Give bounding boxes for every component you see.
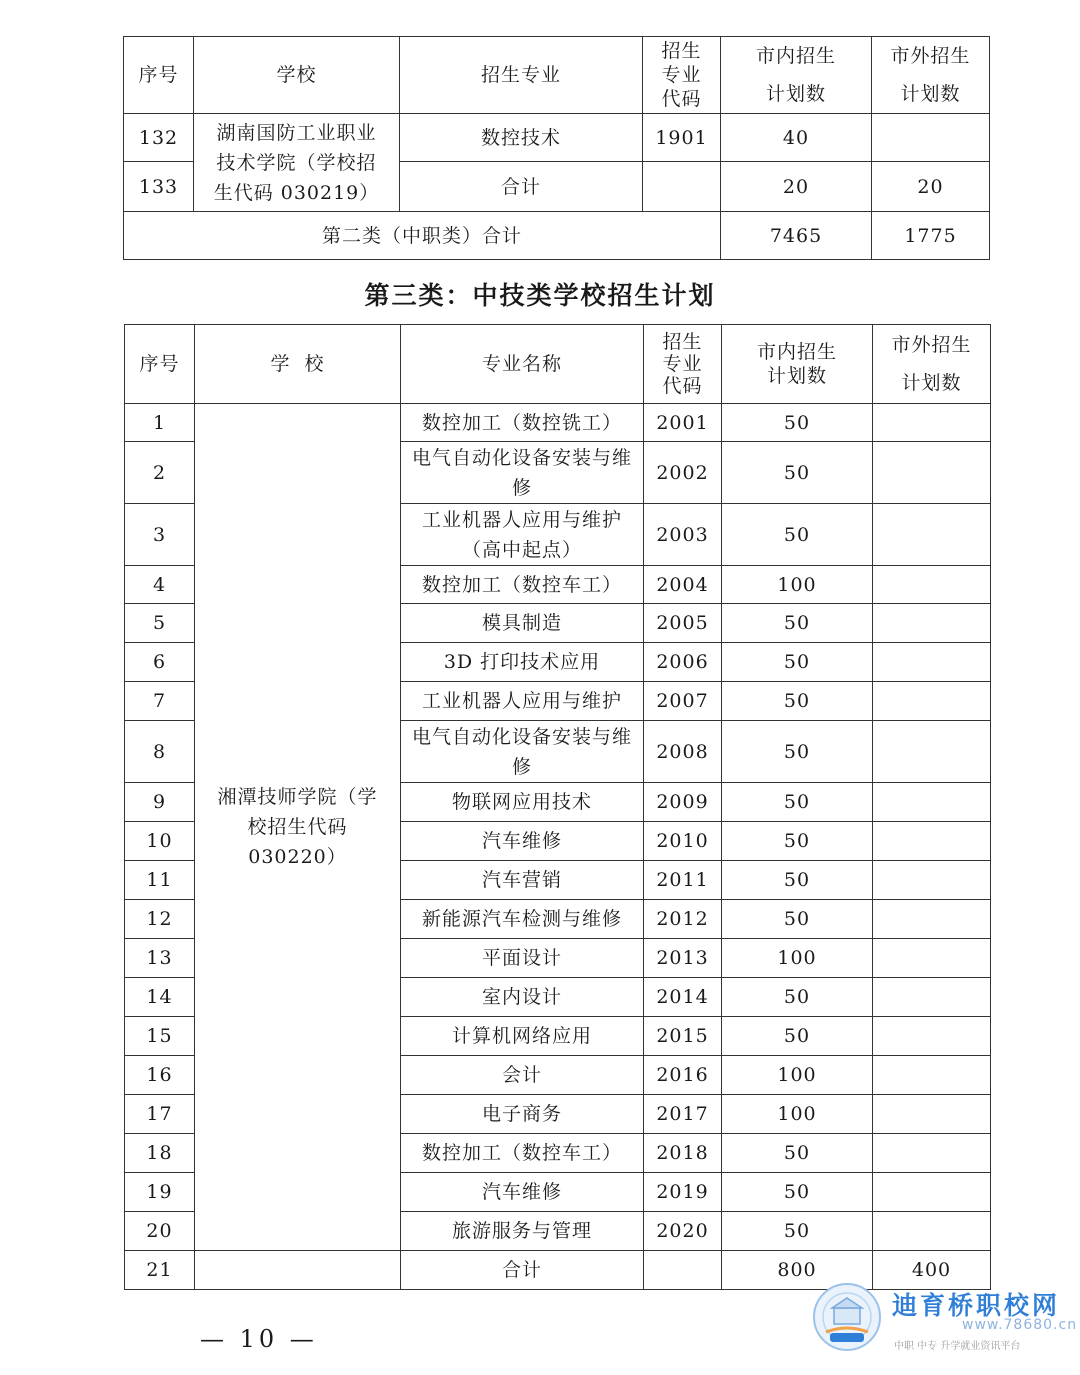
cell-no: 14 — [125, 978, 195, 1017]
header-in-city — [722, 325, 873, 404]
cell-no: 132 — [124, 114, 194, 162]
cell-in-city: 50 — [722, 682, 873, 721]
cell-in-city: 100 — [722, 1095, 873, 1134]
cell-in-city: 50 — [722, 1212, 873, 1251]
cell-out-city — [873, 1173, 991, 1212]
cell-major: 数控加工（数控铣工） — [401, 404, 644, 442]
header-in-line: 市内招生 — [756, 341, 837, 363]
cell-no: 1 — [125, 404, 195, 442]
cell-code — [643, 162, 721, 212]
watermark-logo-icon — [812, 1282, 882, 1352]
cell-no: 13 — [125, 939, 195, 978]
cell-in-city: 50 — [722, 442, 873, 504]
cell-code: 2013 — [644, 939, 722, 978]
cell-out-city — [873, 822, 991, 861]
cell-out-city — [873, 643, 991, 682]
watermark — [812, 1282, 1078, 1362]
cell-code: 2009 — [644, 783, 722, 822]
cell-major: 汽车维修 — [401, 822, 644, 861]
table-row — [124, 114, 990, 162]
header-major: 专业名称 — [401, 325, 644, 404]
cell-no: 11 — [125, 861, 195, 900]
cell-major: 合计 — [401, 1251, 644, 1290]
cell-out-city — [873, 978, 991, 1017]
cell-no: 6 — [125, 643, 195, 682]
cell-code: 2004 — [644, 566, 722, 604]
cell-major: 数控加工（数控车工） — [401, 1134, 644, 1173]
cell-no: 19 — [125, 1173, 195, 1212]
cell-major: 电气自动化设备安装与维修 — [401, 442, 644, 504]
section-title: 第三类：中技类学校招生计划 — [364, 281, 716, 310]
cell-code — [644, 1251, 722, 1290]
header-out-line: 市外招生 — [890, 45, 971, 67]
cell-major: 汽车营销 — [401, 861, 644, 900]
cell-in-city: 100 — [722, 1056, 873, 1095]
cell-in-city: 50 — [722, 1173, 873, 1212]
header-in-line: 计划数 — [765, 83, 826, 105]
cell-no: 133 — [124, 162, 194, 212]
cell-code: 2002 — [644, 442, 722, 504]
cell-out-city — [873, 1212, 991, 1251]
header-code-line: 专业 — [661, 64, 702, 86]
watermark-name: 迪育桥职校网 — [892, 1291, 1061, 1320]
watermark-tagline: 中职 中专 升学就业资讯平台 — [894, 1341, 1021, 1352]
cell-in-city: 800 — [722, 1251, 873, 1290]
cell-no: 10 — [125, 822, 195, 861]
cell-code: 2014 — [644, 978, 722, 1017]
cell-code: 1901 — [643, 114, 721, 162]
cell-out-city — [872, 114, 990, 162]
cell-in-city: 50 — [722, 1017, 873, 1056]
header-code-line: 代码 — [661, 88, 702, 110]
cell-no: 4 — [125, 566, 195, 604]
cell-in-city: 50 — [722, 1134, 873, 1173]
cell-major: 数控技术 — [400, 114, 643, 162]
cell-out-city — [873, 566, 991, 604]
cell-in-city: 50 — [722, 643, 873, 682]
header-in-city — [721, 37, 872, 114]
cell-major: 新能源汽车检测与维修 — [401, 900, 644, 939]
cell-code: 2005 — [644, 604, 722, 643]
header-school: 学 校 — [195, 325, 401, 404]
cell-code: 2017 — [644, 1095, 722, 1134]
cell-no: 3 — [125, 504, 195, 566]
cell-out-city — [873, 1095, 991, 1134]
header-no: 序号 — [124, 37, 194, 114]
cell-out-city — [873, 504, 991, 566]
cell-out-city — [873, 604, 991, 643]
total-in-city: 7465 — [721, 212, 872, 260]
cell-major: 工业机器人应用与维护（高中起点） — [401, 504, 644, 566]
cell-code: 2012 — [644, 900, 722, 939]
cell-no: 7 — [125, 682, 195, 721]
cell-major: 平面设计 — [401, 939, 644, 978]
cell-code: 2006 — [644, 643, 722, 682]
cell-major: 计算机网络应用 — [401, 1017, 644, 1056]
cell-school-empty — [195, 1251, 401, 1290]
cell-no: 5 — [125, 604, 195, 643]
header-code-line: 招生 — [661, 40, 702, 62]
table-header-row — [124, 37, 990, 114]
cell-school: 湘潭技师学院（学校招生代码030220） — [195, 404, 401, 1251]
cell-in-city: 50 — [722, 783, 873, 822]
cell-out-city — [873, 939, 991, 978]
cell-code: 2011 — [644, 861, 722, 900]
cell-in-city: 50 — [722, 604, 873, 643]
cell-no: 2 — [125, 442, 195, 504]
total-out-city: 1775 — [872, 212, 990, 260]
cell-no: 20 — [125, 1212, 195, 1251]
cell-in-city: 50 — [722, 861, 873, 900]
header-major: 招生专业 — [400, 37, 643, 114]
cell-no: 17 — [125, 1095, 195, 1134]
cell-out-city — [873, 1134, 991, 1173]
header-out-city — [872, 37, 990, 114]
cell-no: 16 — [125, 1056, 195, 1095]
cell-in-city: 50 — [722, 978, 873, 1017]
cell-major: 数控加工（数控车工） — [401, 566, 644, 604]
cell-code: 2018 — [644, 1134, 722, 1173]
header-out-line: 计划数 — [900, 83, 961, 105]
cell-out-city — [873, 1017, 991, 1056]
table-body — [125, 404, 991, 1290]
cell-out-city — [873, 783, 991, 822]
cell-in-city: 100 — [722, 939, 873, 978]
cell-in-city: 100 — [722, 566, 873, 604]
cell-major: 会计 — [401, 1056, 644, 1095]
cell-out-city: 20 — [872, 162, 990, 212]
header-out-line: 市外招生 — [891, 334, 972, 356]
header-in-line: 市内招生 — [755, 45, 836, 67]
table-header-row — [125, 325, 991, 404]
cell-code: 2008 — [644, 721, 722, 783]
cell-major: 室内设计 — [401, 978, 644, 1017]
page-number: — 10 — — [200, 1325, 318, 1353]
cell-major: 工业机器人应用与维护 — [401, 682, 644, 721]
cell-out-city: 400 — [873, 1251, 991, 1290]
cell-out-city — [873, 900, 991, 939]
cell-major: 汽车维修 — [401, 1173, 644, 1212]
cell-out-city — [873, 861, 991, 900]
cell-major: 旅游服务与管理 — [401, 1212, 644, 1251]
cell-major: 电气自动化设备安装与维修 — [401, 721, 644, 783]
cell-no: 8 — [125, 721, 195, 783]
header-out-city — [873, 325, 991, 404]
header-no: 序号 — [125, 325, 195, 404]
cell-out-city — [873, 404, 991, 442]
cell-code: 2007 — [644, 682, 722, 721]
cell-out-city — [873, 442, 991, 504]
cell-no: 9 — [125, 783, 195, 822]
cell-no: 18 — [125, 1134, 195, 1173]
header-code-line: 招生 — [662, 331, 703, 353]
cell-in-city: 50 — [722, 900, 873, 939]
cell-in-city: 50 — [722, 721, 873, 783]
cell-code: 2019 — [644, 1173, 722, 1212]
cell-code: 2015 — [644, 1017, 722, 1056]
cell-in-city: 50 — [722, 822, 873, 861]
cell-out-city — [873, 721, 991, 783]
table-total-row — [124, 212, 990, 260]
cell-in-city: 50 — [722, 404, 873, 442]
cell-no: 15 — [125, 1017, 195, 1056]
cell-no: 21 — [125, 1251, 195, 1290]
cell-code: 2003 — [644, 504, 722, 566]
table-row — [125, 404, 991, 442]
cell-out-city — [873, 1056, 991, 1095]
watermark-url: www.78680.cn — [962, 1317, 1078, 1333]
header-out-line: 计划数 — [901, 372, 962, 394]
header-code-line: 专业 — [662, 353, 703, 375]
cell-code: 2016 — [644, 1056, 722, 1095]
header-school: 学校 — [194, 37, 400, 114]
header-in-line: 计划数 — [766, 365, 827, 387]
cell-in-city: 20 — [721, 162, 872, 212]
cell-major: 模具制造 — [401, 604, 644, 643]
header-code — [643, 37, 721, 114]
header-code-line: 代码 — [662, 375, 703, 397]
cell-out-city — [873, 682, 991, 721]
cell-in-city: 50 — [722, 504, 873, 566]
cell-in-city: 40 — [721, 114, 872, 162]
table-technical-school — [124, 324, 991, 1290]
cell-code: 2020 — [644, 1212, 722, 1251]
cell-school: 湖南国防工业职业技术学院（学校招生代码 030219） — [194, 114, 400, 212]
cell-code: 2001 — [644, 404, 722, 442]
cell-code: 2010 — [644, 822, 722, 861]
cell-major: 合计 — [400, 162, 643, 212]
header-code — [644, 325, 722, 404]
total-label: 第二类（中职类）合计 — [124, 212, 721, 260]
table-secondary-vocational — [123, 36, 990, 260]
cell-major: 3D 打印技术应用 — [401, 643, 644, 682]
cell-no: 12 — [125, 900, 195, 939]
cell-major: 物联网应用技术 — [401, 783, 644, 822]
cell-major: 电子商务 — [401, 1095, 644, 1134]
